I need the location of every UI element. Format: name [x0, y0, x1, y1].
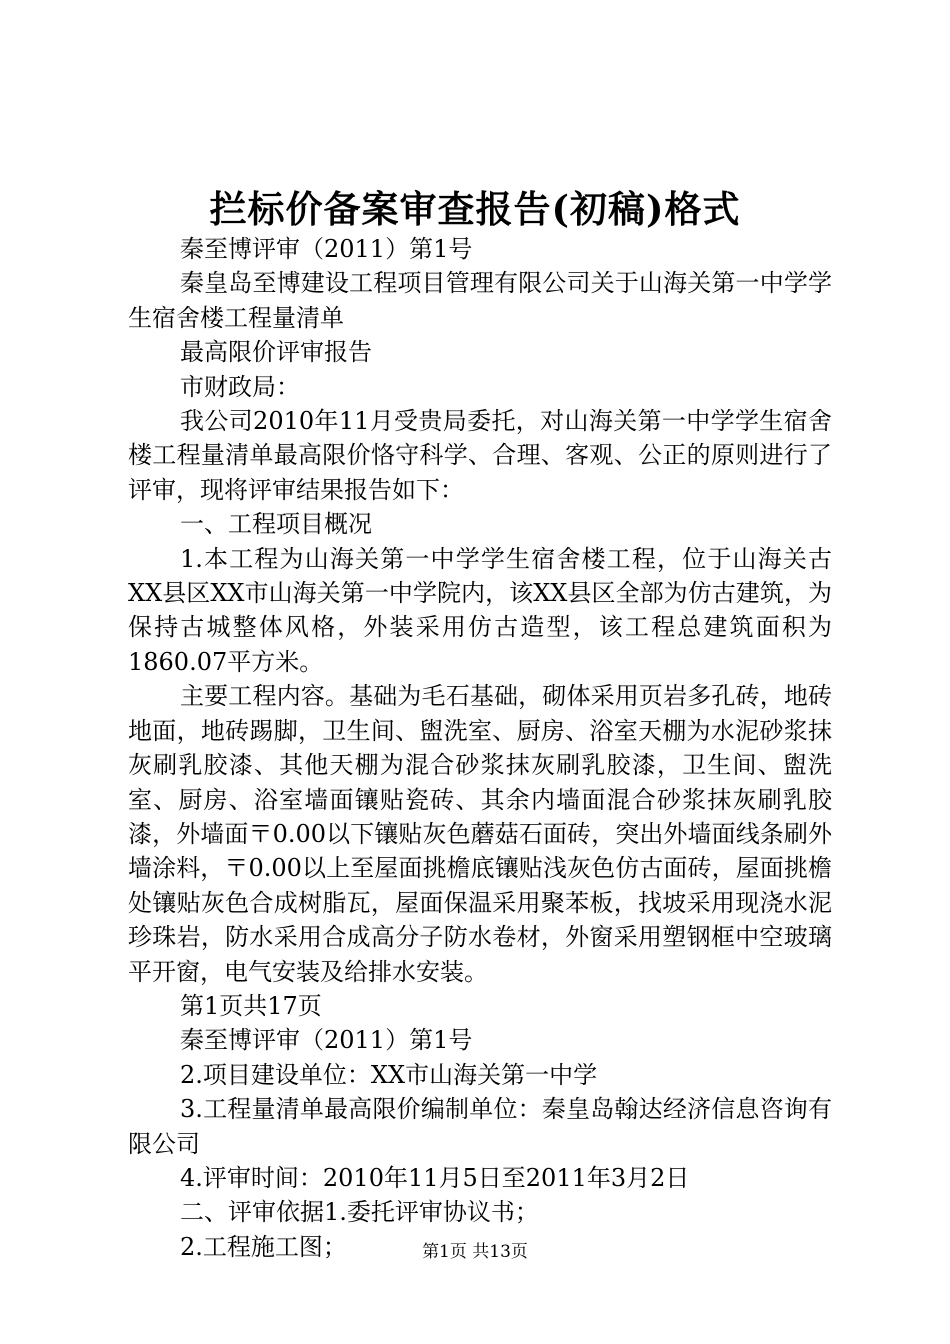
- section-heading-basis: 二、评审依据1.委托评审协议书；: [180, 1198, 539, 1227]
- basis-item-2: 2.工程施工图；: [180, 1232, 347, 1261]
- overview-item-3: 3.工程量清单最高限价编制单位：秦皇岛翰达经济信息咨询有限公司: [128, 1095, 832, 1158]
- intro-paragraph: 我公司2010年11月受贵局委托，对山海关第一中学学生宿舍楼工程量清单最高限价恪守科学、合理、客观、公正的原则进行了评审，现将评审结果报告如下：: [128, 407, 832, 504]
- document-title: 拦标价备案审查报告(初稿)格式: [209, 187, 741, 231]
- section-heading-overview: 一、工程项目概况: [180, 510, 372, 539]
- inline-page-number: 第1页共17页: [180, 991, 322, 1020]
- addressee: 市财政局：: [180, 372, 300, 401]
- page-footer: 第1页 共13页: [422, 1242, 528, 1262]
- overview-item-2: 2.项目建设单位：XX市山海关第一中学: [180, 1060, 598, 1089]
- overview-item-4: 4.评审时间：2010年11月5日至2011年3月2日: [180, 1163, 690, 1192]
- report-heading-line-2: 最高限价评审报告: [180, 338, 372, 367]
- report-number: 秦至博评审（2011）第1号: [180, 235, 473, 263]
- report-heading-line-1: 秦皇岛至博建设工程项目管理有限公司关于山海关第一中学学生宿舍楼工程量清单: [128, 269, 832, 332]
- main-works-paragraph: 主要工程内容。基础为毛石基础，砌体采用页岩多孔砖，地砖地面，地砖踢脚，卫生间、盥洗室、厨房、浴室天棚为水泥砂浆抹灰刷乳胶漆、其他天棚为混合砂浆抹灰刷乳胶漆，卫生间、盥洗室、厨房、浴室墙面镶贴瓷砖、其余内墙面混合砂浆抹灰刷乳胶漆，外墙面〒0.00以下镶贴灰色蘑菇石面砖，突出外墙面线条刷外墙涂料，〒0.00以上至屋面挑檐底镶贴浅灰色仿古面砖，屋面挑檐处镶贴灰色合成树脂瓦，屋面保温采用聚苯板，找坡采用现浇水泥珍珠岩，防水采用合成高分子防水卷材，外窗采用塑钢框中空玻璃平开窗，电气安装及给排水安装。: [128, 682, 832, 986]
- report-number-repeat: 秦至博评审（2011）第1号: [180, 1026, 473, 1055]
- overview-item-1: 1.本工程为山海关第一中学学生宿舍楼工程，位于山海关古XX县区XX市山海关第一中学院内，该XX县区全部为仿古建筑，为保持古城整体风格，外装采用仿古造型，该工程总建筑面积为1860.07平方米。: [128, 544, 832, 676]
- document-body: [128, 232, 832, 1264]
